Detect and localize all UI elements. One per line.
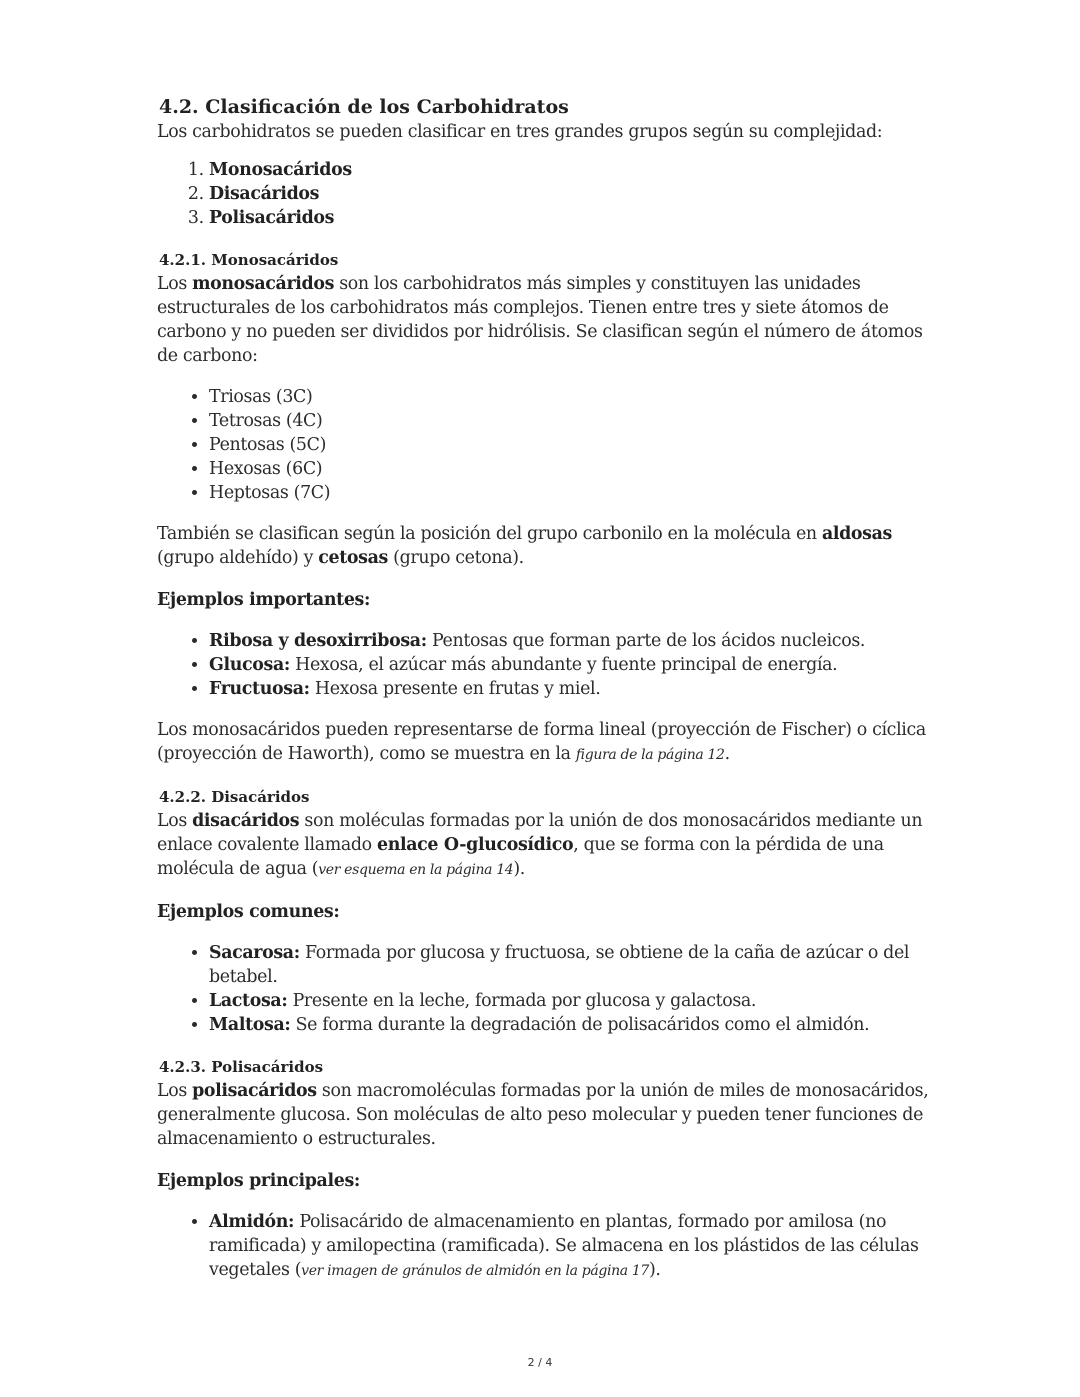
examples-title: Ejemplos importantes:	[157, 590, 371, 610]
figure-reference: figura de la página 12	[575, 747, 725, 763]
document-page	[157, 94, 937, 1283]
list-item: 2. Disacáridos	[209, 182, 937, 206]
examples-list	[157, 629, 937, 701]
subsection-heading-polisacaridos: 4.2.3. Polisacáridos	[159, 1058, 324, 1076]
list-item: • Triosas (3C)	[209, 385, 937, 409]
section-title: 4.2. Clasificación de los Carbohidratos	[159, 96, 569, 118]
list-item: • Lactosa: Presente en la leche, formada por glucosa y galactosa.	[209, 989, 937, 1013]
list-item: • Maltosa: Se forma durante la degradación de polisacáridos como el almidón.	[209, 1013, 937, 1037]
list-item: 3. Polisacáridos	[209, 206, 937, 230]
examples-list	[157, 1210, 937, 1283]
paragraph: Los polisacáridos son macromoléculas formadas por la unión de miles de monosacáridos, generalmente glucosa. Son moléculas de alto peso molecular y pueden tener funciones de almacenamiento o estructurales.	[157, 1081, 929, 1149]
examples-title: Ejemplos principales:	[157, 1171, 360, 1191]
carbon-types-list	[157, 385, 937, 505]
figure-reference: ver imagen de gránulos de almidón en la página 17	[301, 1263, 649, 1279]
list-item: • Fructuosa: Hexosa presente en frutas y miel.	[209, 677, 937, 701]
subsection-heading-disacaridos: 4.2.2. Disacáridos	[159, 788, 310, 806]
list-item: • Heptosas (7C)	[209, 481, 937, 505]
list-item: • Hexosas (6C)	[209, 457, 937, 481]
paragraph: También se clasifican según la posición del grupo carbonilo en la molécula en aldosas (grupo aldehído) y cetosas (grupo cetona).	[157, 524, 892, 568]
paragraph: Los monosacáridos pueden representarse de forma lineal (proyección de Fischer) o cíclica (proyección de Haworth), como se muestra en la figura de la página 12.	[157, 720, 926, 764]
examples-title: Ejemplos comunes:	[157, 902, 340, 922]
list-item: • Almidón: Polisacárido de almacenamiento en plantas, formado por amilosa (no ramificada) y amilopectina (ramificada). Se almacena en los plástidos de las células vegetales (ver imagen de gránulos de almidón en la página 17).	[209, 1210, 937, 1283]
figure-reference: ver esquema en la página 14	[318, 862, 514, 878]
list-item: • Glucosa: Hexosa, el azúcar más abundante y fuente principal de energía.	[209, 653, 937, 677]
list-item: • Ribosa y desoxirribosa: Pentosas que forman parte de los ácidos nucleicos.	[209, 629, 937, 653]
list-item: • Tetrosas (4C)	[209, 409, 937, 433]
section-intro: Los carbohidratos se pueden clasificar en tres grandes grupos según su complejidad:	[157, 122, 883, 142]
paragraph: Los monosacáridos son los carbohidratos más simples y constituyen las unidades estructurales de los carbohidratos más complejos. Tienen entre tres y siete átomos de carbono y no pueden ser divididos por hidrólisis. Se clasifican según el número de átomos de carbono:	[157, 274, 923, 366]
subsection-heading-monosacaridos: 4.2.1. Monosacáridos	[159, 251, 339, 269]
groups-list	[157, 158, 937, 230]
list-item: • Pentosas (5C)	[209, 433, 937, 457]
examples-list	[157, 941, 937, 1037]
page-indicator: 2 / 4	[527, 1356, 553, 1369]
paragraph: Los disacáridos son moléculas formadas por la unión de dos monosacáridos mediante un enlace covalente llamado enlace O-glucosídico, que se forma con la pérdida de una molécula de agua (ver esquema en la página 14).	[157, 811, 923, 879]
list-item: • Sacarosa: Formada por glucosa y fructuosa, se obtiene de la caña de azúcar o del betabel.	[209, 941, 937, 989]
list-item: 1. Monosacáridos	[209, 158, 937, 182]
